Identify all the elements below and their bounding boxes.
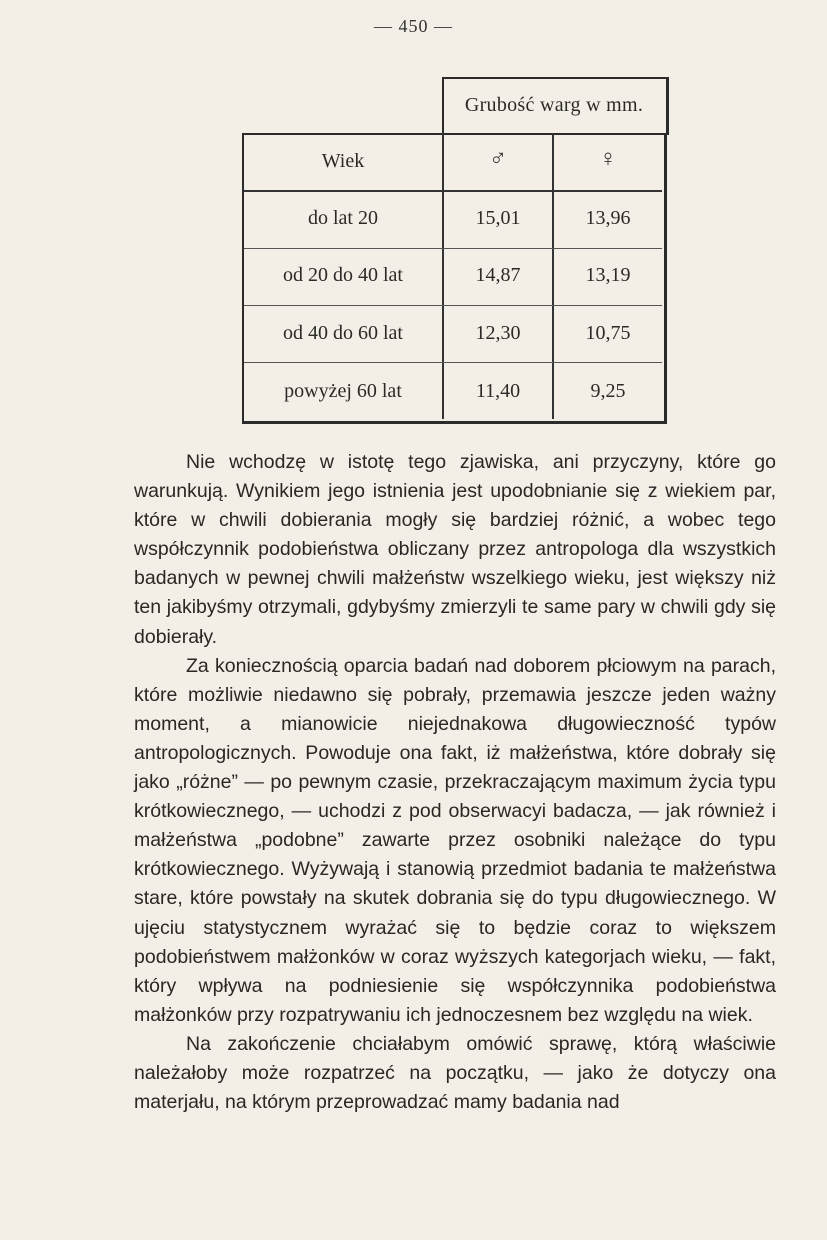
table-cell-male: 15,01 bbox=[475, 207, 521, 229]
paragraph: Na zakończenie chciałabym omówić sprawę, którą właściwie należałoby może rozpatrzeć na początku, — jako że dotyczy ona materjału, na którym przeprowadzać mamy badania nad bbox=[134, 1032, 776, 1114]
table-row-rule bbox=[244, 362, 662, 363]
male-symbol-icon: ♂ bbox=[489, 146, 507, 172]
page-number: — 450 — bbox=[374, 16, 453, 36]
table-header-rule bbox=[244, 190, 662, 192]
table-header-lip-thickness: Grubość warg w mm. bbox=[464, 94, 644, 116]
body-text bbox=[134, 448, 776, 1117]
table-cell-female: 9,25 bbox=[590, 380, 626, 402]
table-cell-male: 14,87 bbox=[475, 264, 521, 286]
table-row-age: powyżej 60 lat bbox=[284, 380, 402, 402]
table-row-rule bbox=[244, 305, 662, 306]
table-cell-male: 11,40 bbox=[475, 380, 521, 402]
table-cell-female: 10,75 bbox=[585, 322, 631, 344]
table-row-age: do lat 20 bbox=[308, 207, 378, 229]
paragraph: Nie wchodzę w istotę tego zjawiska, ani przyczyny, które go warunkują. Wynikiem jego istnienia jest upodobnianie się z wiekiem par, które w chwili dobierania mogły się bardziej różnić, a wobec tego współczynnik podobieństwa obliczany przez antropologa dla wszystkich badanych w pewnej chwili małżeństw wszelkiego wieku, jest większy niż ten jakibyśmy otrzymali, gdybyśmy zmierzyli te same pary w chwili gdy się dobierały. bbox=[134, 451, 776, 648]
column-header-age: Wiek bbox=[321, 150, 365, 172]
table-cell-female: 13,19 bbox=[585, 264, 631, 286]
table-cell-male: 12,30 bbox=[475, 322, 521, 344]
table-row-rule bbox=[244, 248, 662, 249]
female-symbol-icon: ♀ bbox=[599, 146, 617, 172]
table-row-age: od 40 do 60 lat bbox=[283, 322, 403, 344]
table-cell-female: 13,96 bbox=[585, 207, 631, 229]
paragraph: Za koniecznością oparcia badań nad doborem płciowym na parach, które możliwie niedawno się pobrały, przemawia jeszcze jeden ważny moment, a mianowicie niejednakowa długowieczność typów antropologicznych. Powoduje ona fakt, iż małżeństwa, które dobrały się jako „różne” — po pewnym czasie, przekraczającym maximum życia typu krótkowiecznego, — uchodzi z pod obserwacyi badacza, — jak również i małżeństwa „podobne” zawarte przez osobniki należące do typu krótkowiecznego. Wyżywają i stanowią przedmiot badania te małżeństwa stare, które powstały na skutek dobrania się do typu długowiecznego. W ujęciu statystycznem wyrażać się to będzie coraz to większem podobieństwem małżonków w coraz wyższych kategorjach wieku, — fakt, który wpływa na podniesienie się współczynnika podobieństwa małżonków przy rozpatrywaniu ich jednoczesnem bez względu na wiek. bbox=[134, 654, 776, 1026]
table-row-age: od 20 do 40 lat bbox=[283, 264, 403, 286]
